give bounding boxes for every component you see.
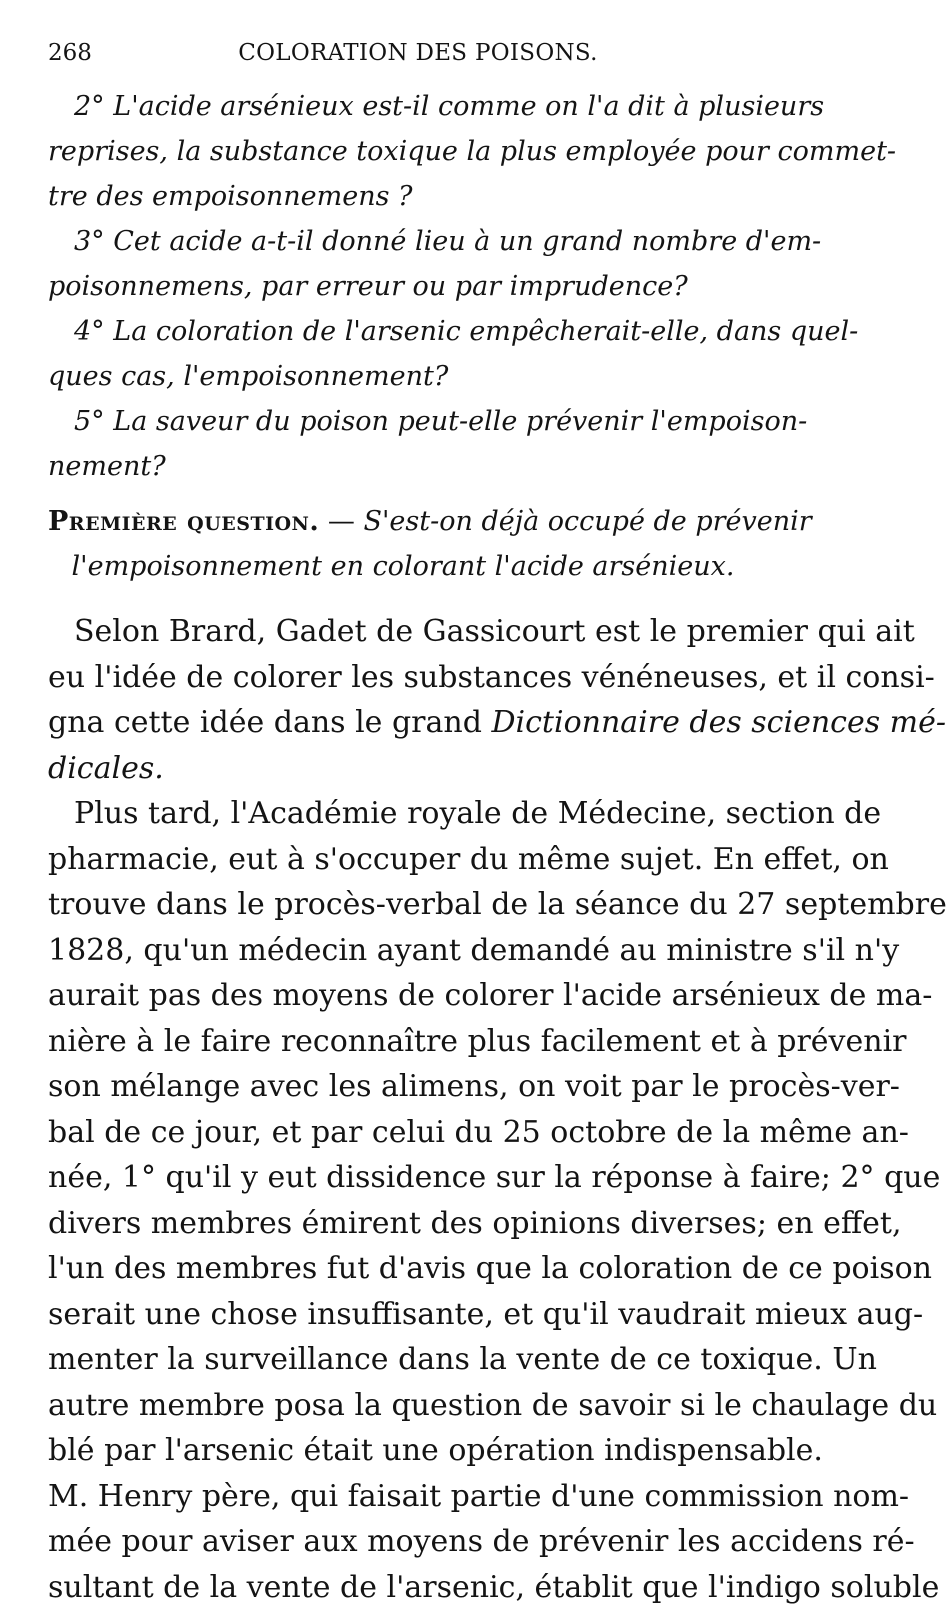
question-line: tre des empoisonnemens ? [48, 174, 758, 219]
paragraph-line: Plus tard, l'Académie royale de Médecine, section de [48, 791, 758, 837]
paragraph-line: bal de ce jour, et par celui du 25 octobre de la même an- [48, 1110, 758, 1156]
paragraph-line: autre membre posa la question de savoir si le chaulage du [48, 1383, 758, 1429]
section-heading [48, 499, 758, 544]
section-heading-label: Première question. [48, 506, 319, 537]
paragraph-line: mée pour aviser aux moyens de prévenir les accidens ré- [48, 1519, 758, 1565]
paragraph-line: son mélange avec les alimens, on voit par le procès-ver- [48, 1064, 758, 1110]
paragraph-text: gna cette idée dans le grand [48, 705, 491, 740]
question-line: reprises, la substance toxique la plus employée pour commet- [48, 129, 758, 174]
paragraph-line [48, 700, 758, 746]
paragraph-line: M. Henry père, qui faisait partie d'une commission nom- [48, 1474, 758, 1520]
paragraph-line: trouve dans le procès-verbal de la séance du 27 septembre [48, 882, 758, 928]
question-line: 3° Cet acide a-t-il donné lieu à un grand nombre d'em- [48, 219, 758, 264]
paragraph-line: aurait pas des moyens de colorer l'acide arsénieux de ma- [48, 973, 758, 1019]
section-heading-dash: — [319, 506, 363, 537]
running-title: COLORATION DES POISONS. [48, 40, 758, 66]
paragraph-line: sultant de la vente de l'arsenic, établit que l'indigo soluble [48, 1565, 758, 1610]
paragraph-line: serait une chose insuffisante, et qu'il vaudrait mieux aug- [48, 1292, 758, 1338]
paragraph-line: blé par l'arsenic était une opération indispensable. [48, 1428, 758, 1474]
question-line: poisonnemens, par erreur ou par imprudence? [48, 264, 758, 309]
question-line: ques cas, l'empoisonnement? [48, 354, 758, 399]
question-line: 5° La saveur du poison peut-elle prévenir l'empoison- [48, 399, 758, 444]
paragraph-line: dicales. [48, 746, 758, 792]
question-line: 4° La coloration de l'arsenic empêcherait-elle, dans quel- [48, 309, 758, 354]
paragraph-line: née, 1° qu'il y eut dissidence sur la réponse à faire; 2° que [48, 1155, 758, 1201]
question-line: nement? [48, 444, 758, 489]
paragraph-line: pharmacie, eut à s'occuper du même sujet. En effet, on [48, 837, 758, 883]
section-heading-title-cont: l'empoisonnement en colorant l'acide arsénieux. [48, 544, 758, 589]
paragraph-line: l'un des membres fut d'avis que la coloration de ce poison [48, 1246, 758, 1292]
paragraph-line: 1828, qu'un médecin ayant demandé au ministre s'il n'y [48, 928, 758, 974]
paragraph-line: divers membres émirent des opinions diverses; en effet, [48, 1201, 758, 1247]
book-title: Dictionnaire des sciences mé- [491, 705, 946, 740]
page-number: 268 [48, 40, 92, 66]
page-body [48, 84, 758, 1610]
paragraph-line: eu l'idée de colorer les substances vénéneuses, et il consi- [48, 655, 758, 701]
paragraph-line: Selon Brard, Gadet de Gassicourt est le premier qui ait [48, 609, 758, 655]
paragraph-line: menter la surveillance dans la vente de ce toxique. Un [48, 1337, 758, 1383]
running-header [48, 40, 758, 74]
question-line: 2° L'acide arsénieux est-il comme on l'a dit à plusieurs [48, 84, 758, 129]
section-heading-title: S'est-on déjà occupé de prévenir [364, 506, 812, 537]
paragraph-line: nière à le faire reconnaître plus facilement et à prévenir [48, 1019, 758, 1065]
